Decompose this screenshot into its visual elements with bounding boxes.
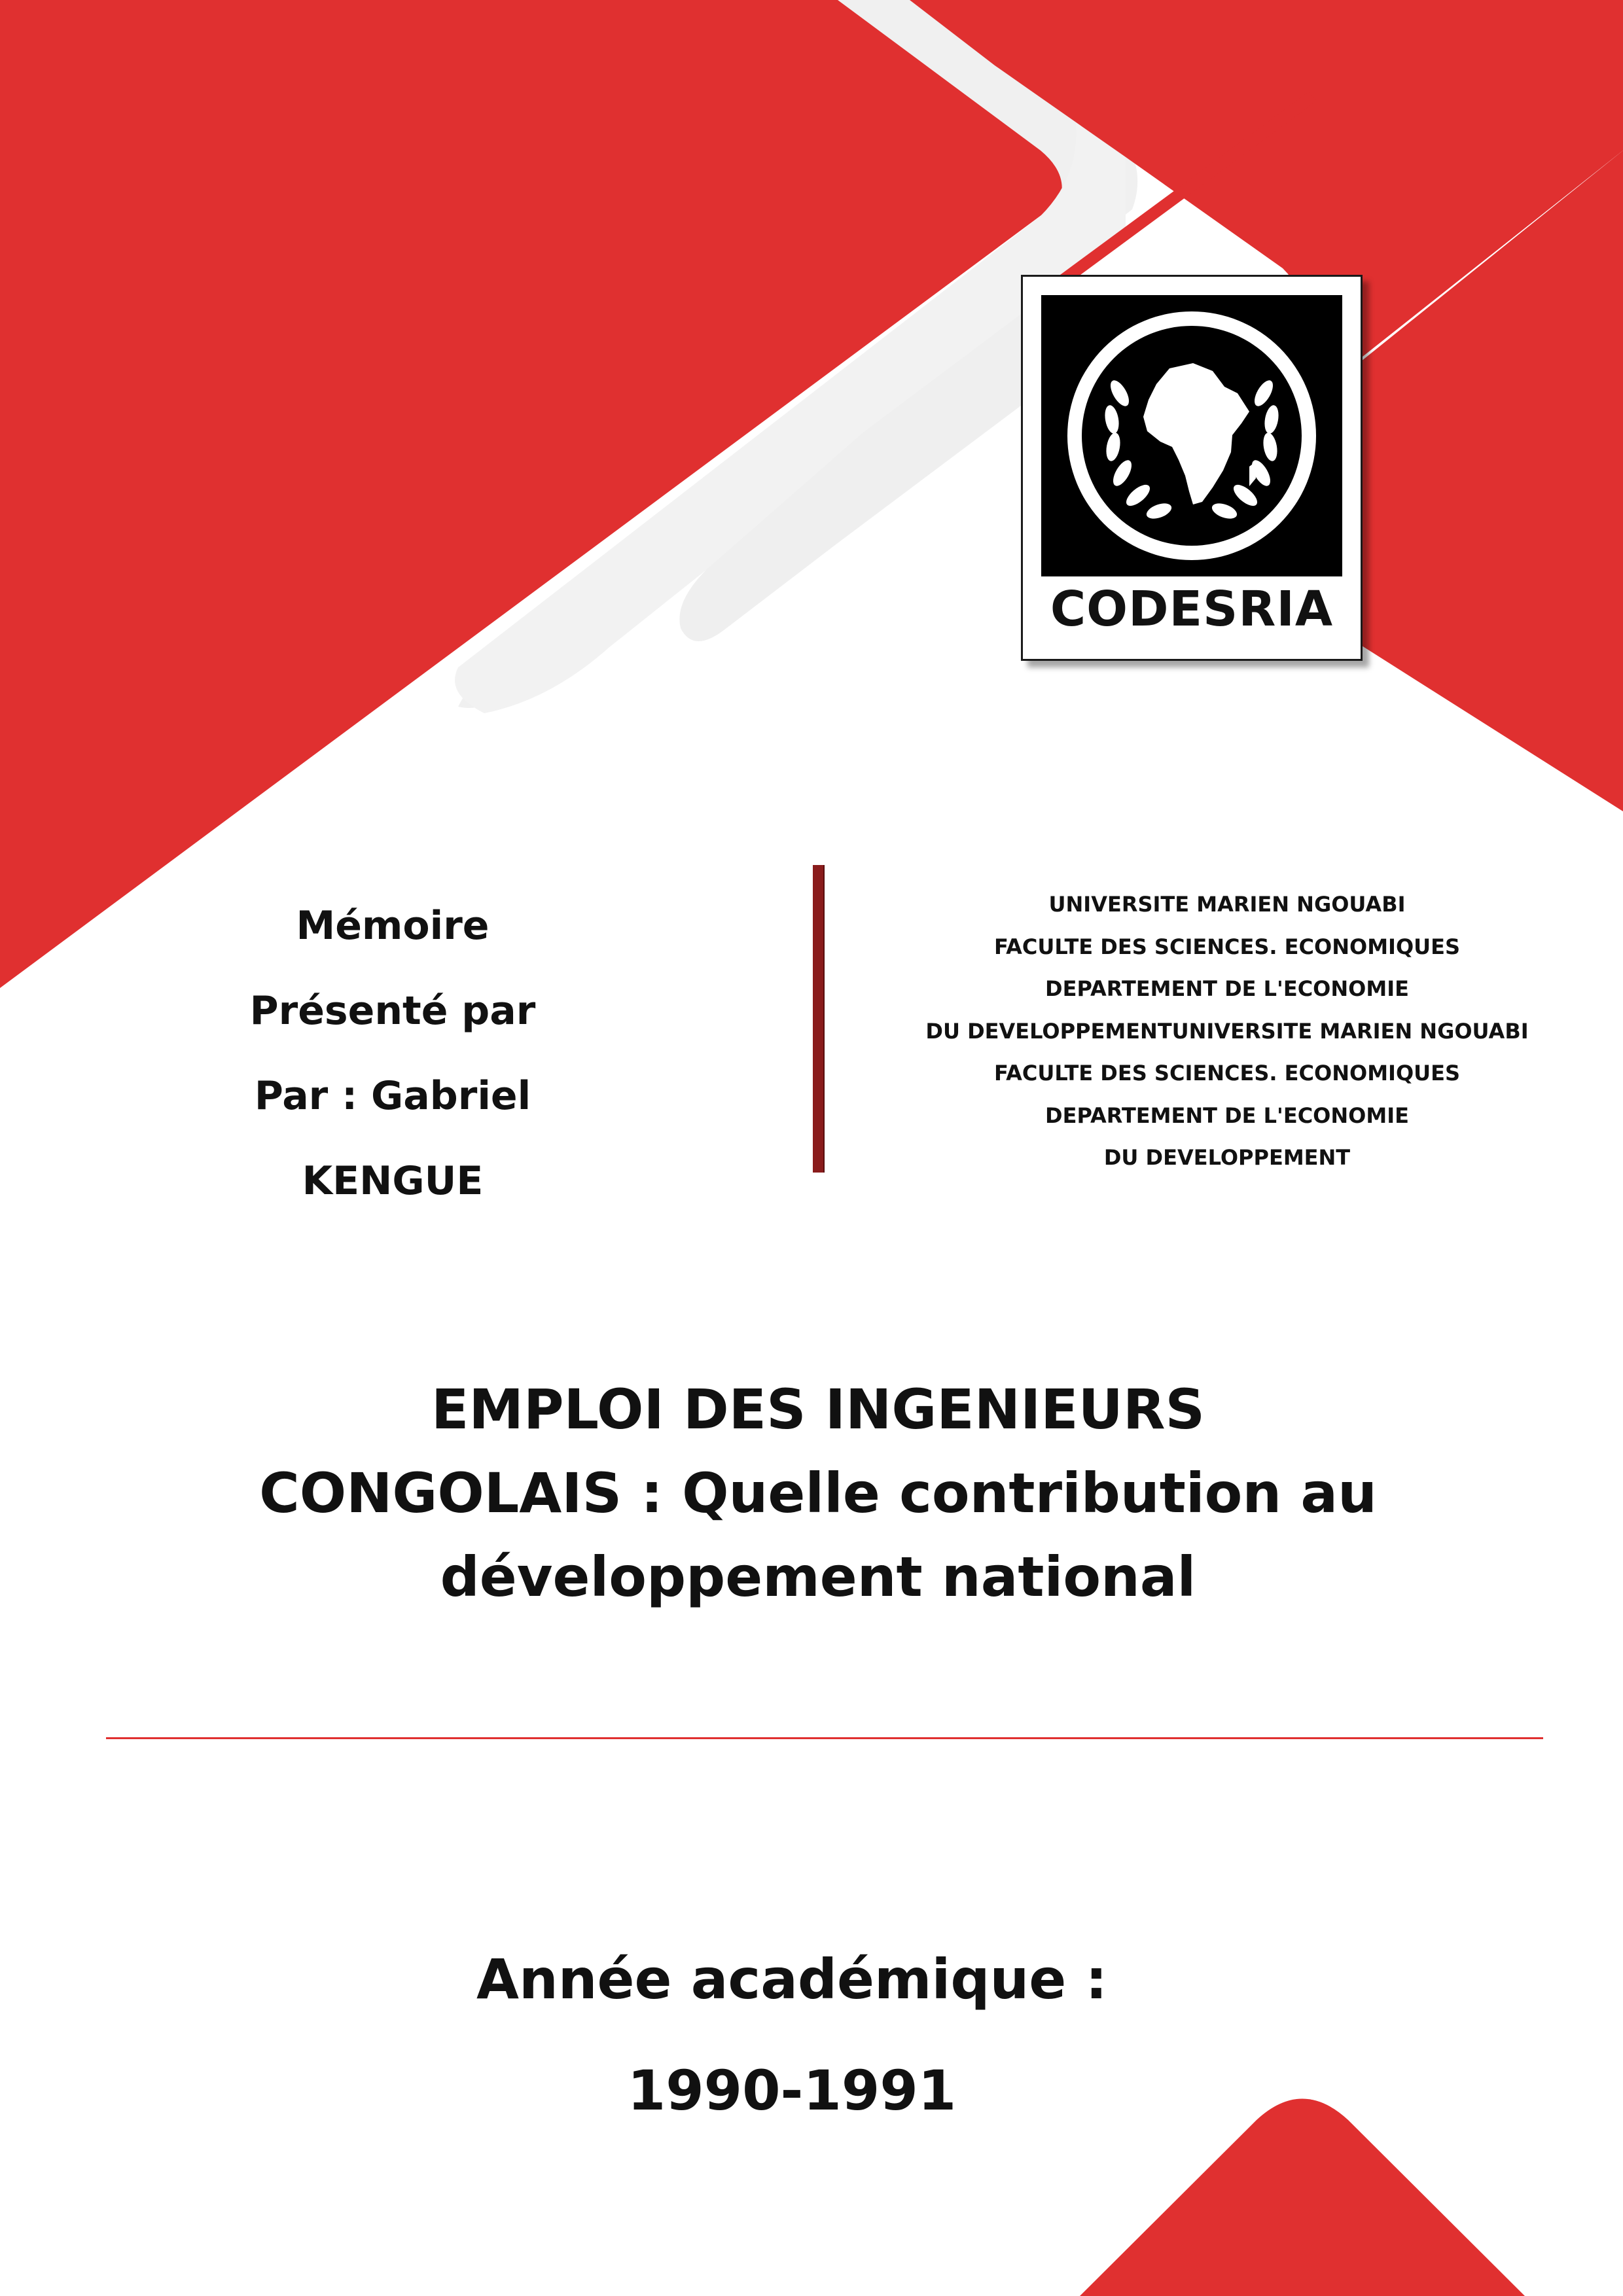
document-title [131, 1368, 1505, 1619]
africa-wreath-icon [1041, 295, 1342, 576]
codesria-logo [1021, 275, 1363, 661]
institution-line: FACULTE DES SCIENCES. ECONOMIQUES [993, 1061, 1461, 1086]
presented-by-label: Présenté par [249, 988, 536, 1034]
author-block [196, 883, 589, 1224]
author-name-line2: KENGUE [302, 1158, 484, 1204]
horizontal-divider [106, 1737, 1543, 1739]
title-line3: développement national [440, 1545, 1196, 1609]
logo-text-box [1041, 576, 1342, 642]
red-triangle-top-left [0, 0, 1088, 988]
institution-line: DEPARTEMENT DE L'ECONOMIE [1045, 976, 1409, 1001]
author-name-line1: Par : Gabriel [254, 1073, 531, 1119]
logo-black-panel [1041, 295, 1342, 642]
institution-line: DEPARTEMENT DE L'ECONOMIE [1045, 1103, 1409, 1128]
memoire-label: Mémoire [296, 903, 490, 949]
logo-text: CODESRIA [1050, 581, 1334, 637]
institution-line: UNIVERSITE MARIEN NGOUABI [1048, 892, 1406, 917]
academic-year-label: Année académique : [476, 1947, 1108, 2011]
academic-year-value: 1990-1991 [627, 2058, 957, 2123]
institution-line: FACULTE DES SCIENCES. ECONOMIQUES [993, 934, 1461, 959]
vertical-divider [813, 865, 823, 1173]
institution-line: DU DEVELOPPEMENTUNIVERSITE MARIEN NGOUABI [925, 1018, 1529, 1044]
institution-block [870, 883, 1584, 1179]
title-line2: CONGOLAIS : Quelle contribution au [259, 1461, 1377, 1525]
academic-year-block [327, 1937, 1257, 2133]
institution-line: DU DEVELOPPEMENT [1103, 1145, 1351, 1170]
title-line1: EMPLOI DES INGENIEURS [431, 1377, 1205, 1441]
